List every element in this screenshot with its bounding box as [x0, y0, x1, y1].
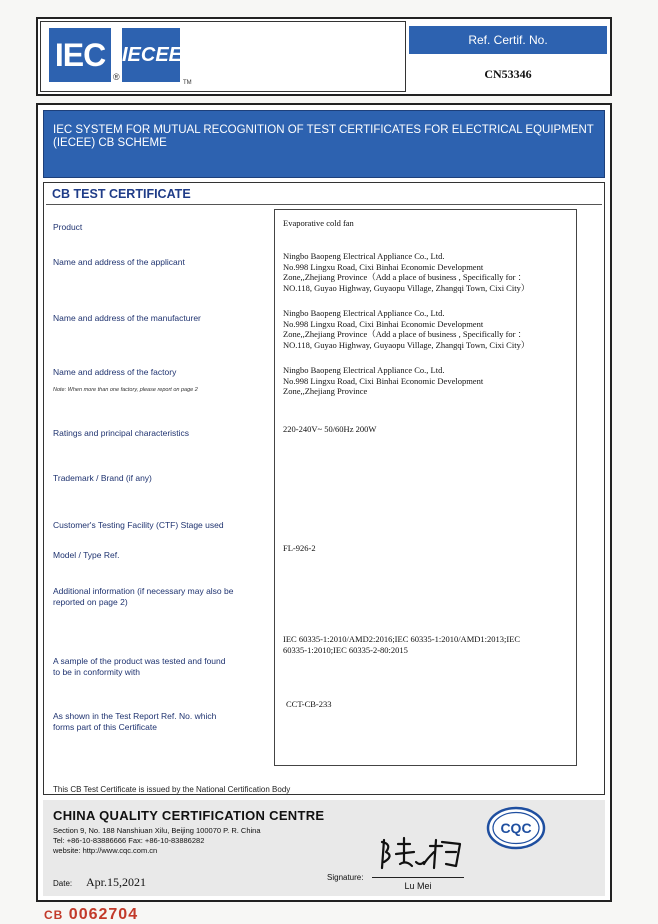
applicant-line: Ningbo Baopeng Electrical Appliance Co., Ltd.	[283, 251, 445, 261]
certificate-title: CB TEST CERTIFICATE	[52, 187, 191, 201]
conformity-label	[53, 656, 268, 678]
model-value: FL-926-2	[283, 543, 316, 553]
report-label	[53, 711, 268, 733]
certificate-serial	[44, 906, 138, 924]
signatory-name: Lu Mei	[404, 881, 432, 891]
applicant-line: NO.118, Guyao Highway, Guyaopu Village, Zhangqi Town, Cixi City）	[283, 282, 530, 293]
product-label: Product	[53, 222, 83, 232]
product-value: Evaporative cold fan	[283, 218, 354, 228]
date-label: Date:	[53, 879, 73, 888]
applicant-value	[283, 251, 573, 293]
issued-by-statement: This CB Test Certificate is issued by the National Certification Body	[53, 785, 291, 794]
conformity-line: IEC 60335-1:2010/AMD2:2016;IEC 60335-1:2010/AMD1:2013;IEC	[283, 634, 521, 644]
cqc-logo-text: CQC	[500, 820, 532, 836]
ratings-label: Ratings and principal characteristics	[53, 428, 190, 438]
date-value: Apr.15,2021	[86, 875, 146, 889]
scheme-title: IEC SYSTEM FOR MUTUAL RECOGNITION OF TEST CERTIFICATES FOR ELECTRICAL EQUIPMENT (IECEE) CB SCHEME	[53, 124, 594, 149]
conformity-line: 60335-1:2010;IEC 60335-2-80:2015	[283, 644, 408, 655]
applicant-line: Zone,,Zhejiang Province（Add a place of business , Specifically for ：	[283, 272, 527, 282]
trademark-mark: TM	[183, 80, 192, 86]
trademark-label: Trademark / Brand (if any)	[53, 473, 152, 483]
ctf-label: Customer's Testing Facility (CTF) Stage used	[53, 520, 224, 530]
report-label-line: forms part of this Certificate	[53, 722, 157, 732]
conformity-label-line: to be in conformity with	[53, 667, 140, 677]
signature-label: Signature:	[327, 873, 364, 882]
organization-address: Section 9, No. 188 Nanshiuan Xilu, Beijing 100070 P. R. China	[53, 826, 261, 835]
iecee-logo: IECEE	[122, 28, 180, 82]
model-label: Model / Type Ref.	[53, 550, 120, 560]
title-divider	[46, 204, 602, 205]
conformity-label-line: A sample of the product was tested and found	[53, 656, 226, 666]
report-value: CCT-CB-233	[286, 699, 332, 709]
manufacturer-line: Ningbo Baopeng Electrical Appliance Co., Ltd.	[283, 308, 445, 318]
manufacturer-line: Zone,,Zhejiang Province（Add a place of business , Specifically for ：	[283, 329, 527, 339]
factory-note: Note: When more than one factory, please report on page 2	[53, 387, 198, 393]
additional-info-label	[53, 586, 268, 608]
report-label-line: As shown in the Test Report Ref. No. which	[53, 711, 217, 721]
conformity-value	[283, 634, 573, 655]
organization-name: CHINA QUALITY CERTIFICATION CENTRE	[53, 808, 325, 823]
ratings-value: 220-240V~ 50/60Hz 200W	[283, 424, 377, 434]
iec-logo: IEC	[49, 28, 111, 82]
manufacturer-value	[283, 308, 573, 350]
manufacturer-line: NO.118, Guyao Highway, Guyaopu Village, Zhangqi Town, Cixi City）	[283, 339, 530, 350]
factory-value	[283, 365, 573, 397]
applicant-label: Name and address of the applicant	[53, 257, 185, 267]
additional-info-line: reported on page 2)	[53, 597, 128, 607]
handwritten-signature	[376, 832, 466, 876]
factory-line: Ningbo Baopeng Electrical Appliance Co., Ltd.	[283, 365, 445, 375]
registered-mark: ®	[113, 72, 120, 82]
applicant-line: No.998 Lingxu Road, Cixi Binhai Economic Development	[283, 261, 484, 272]
organization-website: website: http://www.cqc.com.cn	[53, 846, 158, 855]
factory-label: Name and address of the factory	[53, 367, 177, 377]
cqc-logo-icon	[486, 806, 546, 850]
signature-line	[372, 877, 464, 878]
ref-certificate-number: CN53346	[484, 67, 532, 81]
organization-contact	[53, 826, 261, 856]
manufacturer-label: Name and address of the manufacturer	[53, 313, 201, 323]
factory-line: Zone,,Zhejiang Province	[283, 386, 368, 396]
additional-info-line: Additional information (if necessary may also be	[53, 586, 234, 596]
factory-line: No.998 Lingxu Road, Cixi Binhai Economic Development	[283, 375, 484, 386]
ref-certificate-label: Ref. Certif. No.	[409, 26, 607, 54]
organization-phone: Tel: +86-10-83886666 Fax: +86-10-83886282	[53, 836, 205, 845]
manufacturer-line: No.998 Lingxu Road, Cixi Binhai Economic Development	[283, 318, 484, 329]
serial-prefix: CB	[44, 908, 64, 922]
serial-number: 0062704	[68, 906, 139, 923]
